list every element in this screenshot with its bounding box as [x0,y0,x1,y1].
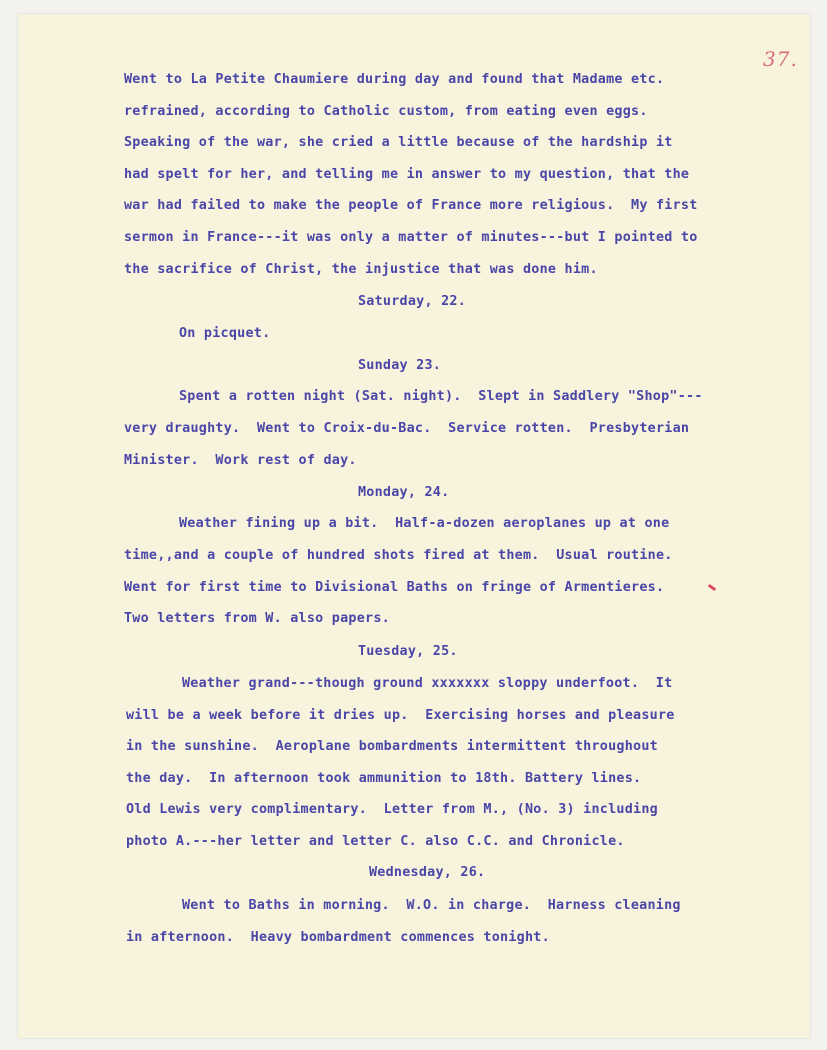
text-line: had spelt for her, and telling me in answer to my question, that the [124,167,690,182]
date-heading: Monday, 24. [358,485,450,500]
text-line: sermon in France---it was only a matter of minutes---but I pointed to [124,230,698,245]
text-line: Spent a rotten night (Sat. night). Slept in Saddlery "Shop"--- [179,389,703,404]
date-heading: Saturday, 22. [358,294,467,309]
text-line: Weather fining up a bit. Half-a-dozen aeroplanes up at one [179,516,670,531]
text-line: will be a week before it dries up. Exercising horses and pleasure [126,708,675,723]
text-line: photo A.---her letter and letter C. also C.C. and Chronicle. [126,834,625,849]
text-line: Two letters from W. also papers. [124,611,390,626]
text-line: the day. In afternoon took ammunition to 18th. Battery lines. [126,771,642,786]
text-line: Speaking of the war, she cried a little because of the hardship it [124,135,673,150]
text-line: time,,and a couple of hundred shots fired at them. Usual routine. [124,548,673,563]
text-line: On picquet. [179,326,271,341]
text-line: war had failed to make the people of France more religious. My first [124,198,698,213]
text-line: Old Lewis very complimentary. Letter from M., (No. 3) including [126,802,658,817]
text-line: the sacrifice of Christ, the injustice that was done him. [124,262,598,277]
text-line: Went for first time to Divisional Baths on fringe of Armentieres. [124,580,665,595]
text-line: Weather grand---though ground xxxxxxx sloppy underfoot. It [182,676,673,691]
text-line: Minister. Work rest of day. [124,453,357,468]
typed-diary-page [18,14,810,1038]
correction-mark [708,584,716,591]
date-heading: Wednesday, 26. [369,865,486,880]
date-heading: Tuesday, 25. [358,644,458,659]
text-line: refrained, according to Catholic custom, from eating even eggs. [124,104,648,119]
date-heading: Sunday 23. [358,358,442,373]
text-line: very draughty. Went to Croix-du-Bac. Service rotten. Presbyterian [124,421,690,436]
page-number: 37. [763,47,798,71]
text-line: Went to La Petite Chaumiere during day and found that Madame etc. [124,72,665,87]
text-line: Went to Baths in morning. W.O. in charge. Harness cleaning [182,898,681,913]
text-line: in the sunshine. Aeroplane bombardments intermittent throughout [126,739,658,754]
text-line: in afternoon. Heavy bombardment commences tonight. [126,930,550,945]
